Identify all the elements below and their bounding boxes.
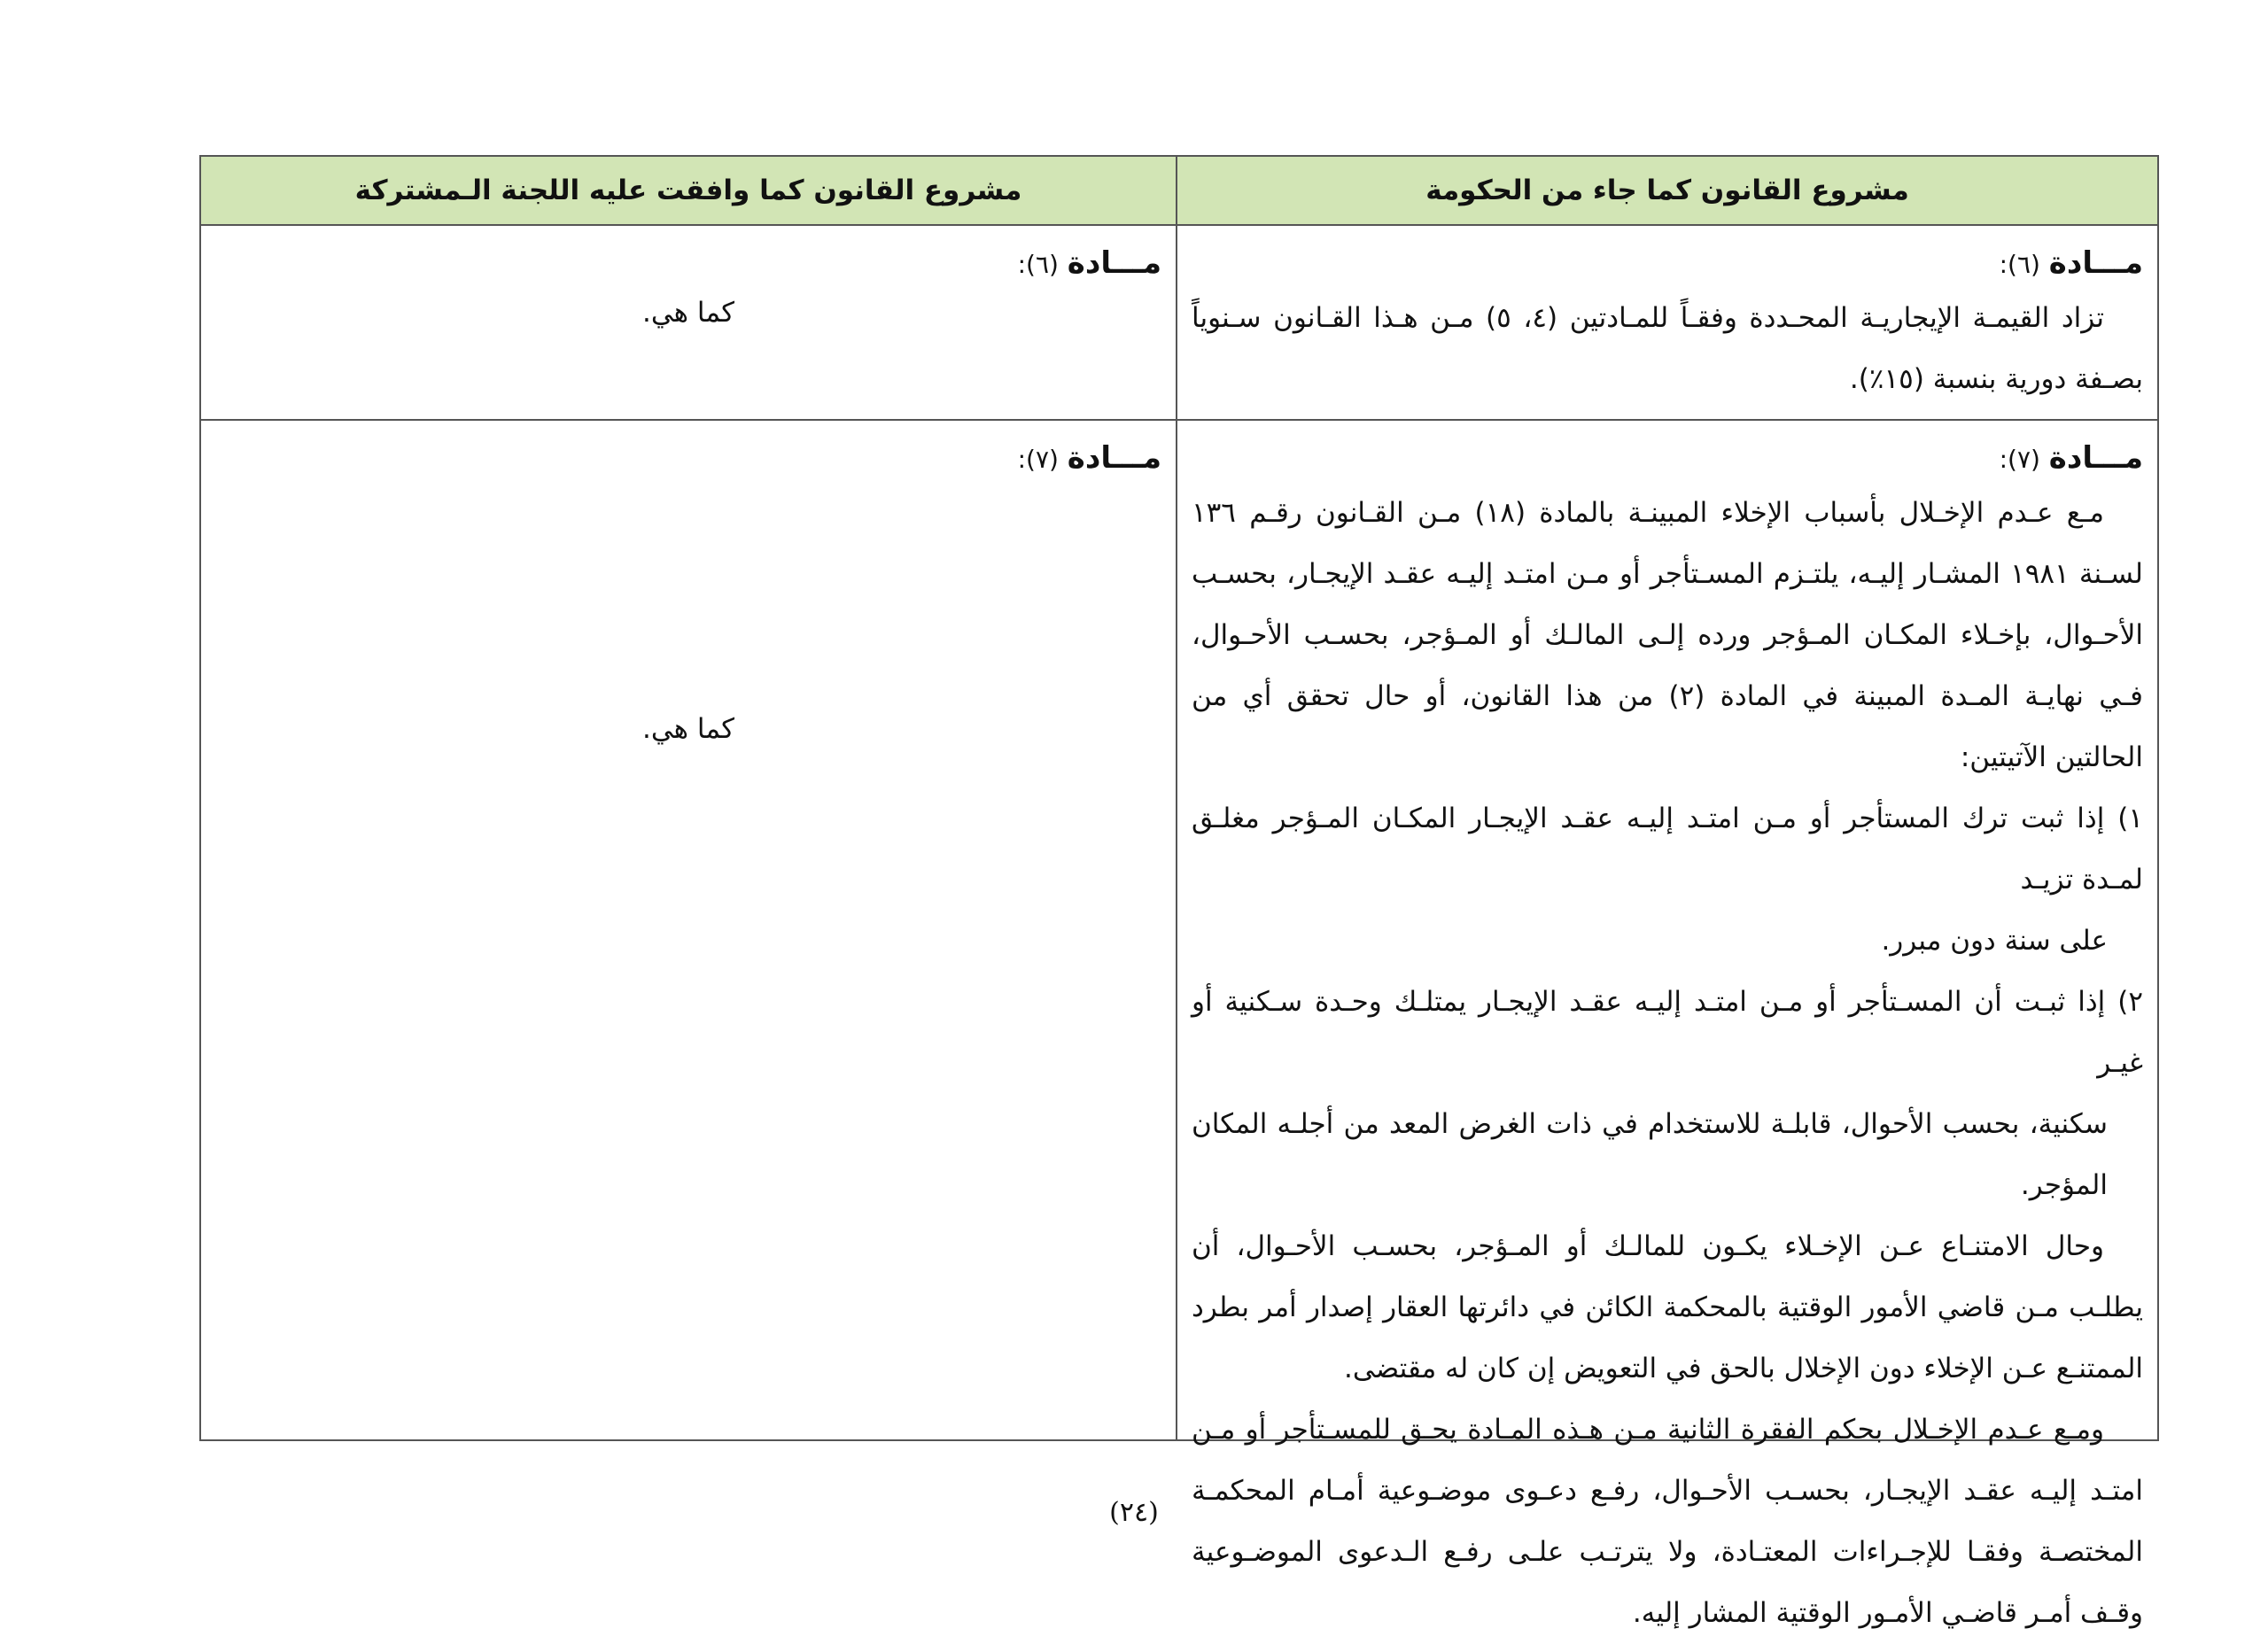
article-7-closing-paragraph-1: وحال الامتنـاع عـن الإخـلاء يكـون للمالـك أو المـؤجر، بحسـب الأحـوال، أن يطلـب مـن قاضي الأمور الوقتية بالمحكمة الكائن في دائرتها العقار إصدار أمر بطرد الممتنـع عـن الإخلاء دون الإخلال بالحق في التعويض إن كان له مقتضى. (1192, 1230, 2143, 1384)
article-7-committee-text: كما هي. (641, 713, 735, 745)
article-7-list-item-2 (1192, 972, 2143, 1216)
article-number: (٧): (1999, 445, 2040, 474)
article-6-row (200, 225, 2158, 420)
page-number: (٢٤) (1109, 1497, 1159, 1528)
article-label: مـــادة (1067, 245, 1161, 281)
article-7-list-item-1 (1192, 788, 2143, 972)
article-7-intro-paragraph: مـع عـدم الإخـلال بأسباب الإخلاء المبينـة بالمادة (١٨) مـن القـانون رقـم ١٣٦ لسـنة ١٩٨١ المشـار إليـه، يلتـزم المسـتأجر أو مـن امتـد إليـه عقـد الإيجـار، بحسـب الأحـوال، بإخـلاء المكـان المـؤجر ورده إلـى المالـك أو المـؤجر، بحسـب الأحـوال، فـي نهايـة المـدة المبينة في المادة (٢) من هذا القانون، أو حال تحقق أي من الحالتين الآتيتين: (1192, 497, 2144, 773)
article-7-committee-title (215, 433, 1161, 483)
article-label: مـــادة (2048, 245, 2143, 281)
article-7-government-cell (1177, 420, 2158, 1629)
article-number: (٦): (1999, 250, 2040, 279)
article-7-committee-cell (200, 420, 1177, 1440)
article-6-paragraph: تزاد القيمـة الإيجاريـة المحـددة وفقـاً للمـادتين (٤، ٥) مـن هـذا القـانون سـنوياً بصـفة دورية بنسبة (١٥٪). (1192, 302, 2143, 395)
list-marker: ١) (2117, 803, 2143, 834)
list-item-text: إذا ثبـت أن المسـتأجر أو مـن امتـد إليـه عقـد الإيجـار يمتلـك وحـدة سـكنية أو غيـر (1192, 986, 2143, 1079)
article-6-title (1192, 238, 2143, 288)
article-label: مـــادة (2048, 440, 2143, 476)
article-number: (٧): (1017, 445, 1059, 474)
article-6-committee-cell (200, 225, 1177, 420)
article-label: مـــادة (1067, 440, 1161, 476)
article-6-committee-title (215, 238, 1161, 288)
list-item-text: إذا ثبت ترك المستأجر أو مـن امتـد إليـه عقـد الإيجـار المكـان المـؤجر مغلـق لمـدة تزيـد (1192, 803, 2143, 896)
article-7-closing-paragraph-2: ومـع عـدم الإخـلال بحكم الفقرة الثانية مـن هـذه المـادة يحـق للمسـتأجر أو مـن امتـد إليـه عقـد الإيجـار، بحسـب الأحـوال، رفـع دعـوى موضـوعية أمـام المحكمـة المختصـة وفقـا للإجـراءات المعتـادة، ولا يترتـب علـى رفـع الـدعوى الموضـوعية وقـف أمـر قاضـي الأمـور الوقتية المشار إليه. (1192, 1414, 2143, 1629)
article-7-row (200, 420, 2158, 1440)
article-number: (٦): (1017, 250, 1059, 279)
header-row (200, 156, 2158, 225)
article-6-government-cell (1177, 225, 2158, 420)
list-marker: ٢) (2117, 986, 2143, 1018)
list-item-continuation: على سنة دون مبرر. (1881, 925, 2108, 957)
list-item-continuation: سكنية، بحسب الأحوال، قابلـة للاستخدام في ذات الغرض المعد من أجلـه المكان المؤجر. (1192, 1108, 2108, 1201)
government-column-header: مشروع القانون كما جاء من الحكومة (1177, 156, 2158, 225)
committee-column-header: مشروع القانون كما وافقت عليه اللجنة الـمشتركة (200, 156, 1177, 225)
article-6-committee-text: كما هي. (641, 297, 735, 329)
article-7-title (1192, 433, 2143, 483)
